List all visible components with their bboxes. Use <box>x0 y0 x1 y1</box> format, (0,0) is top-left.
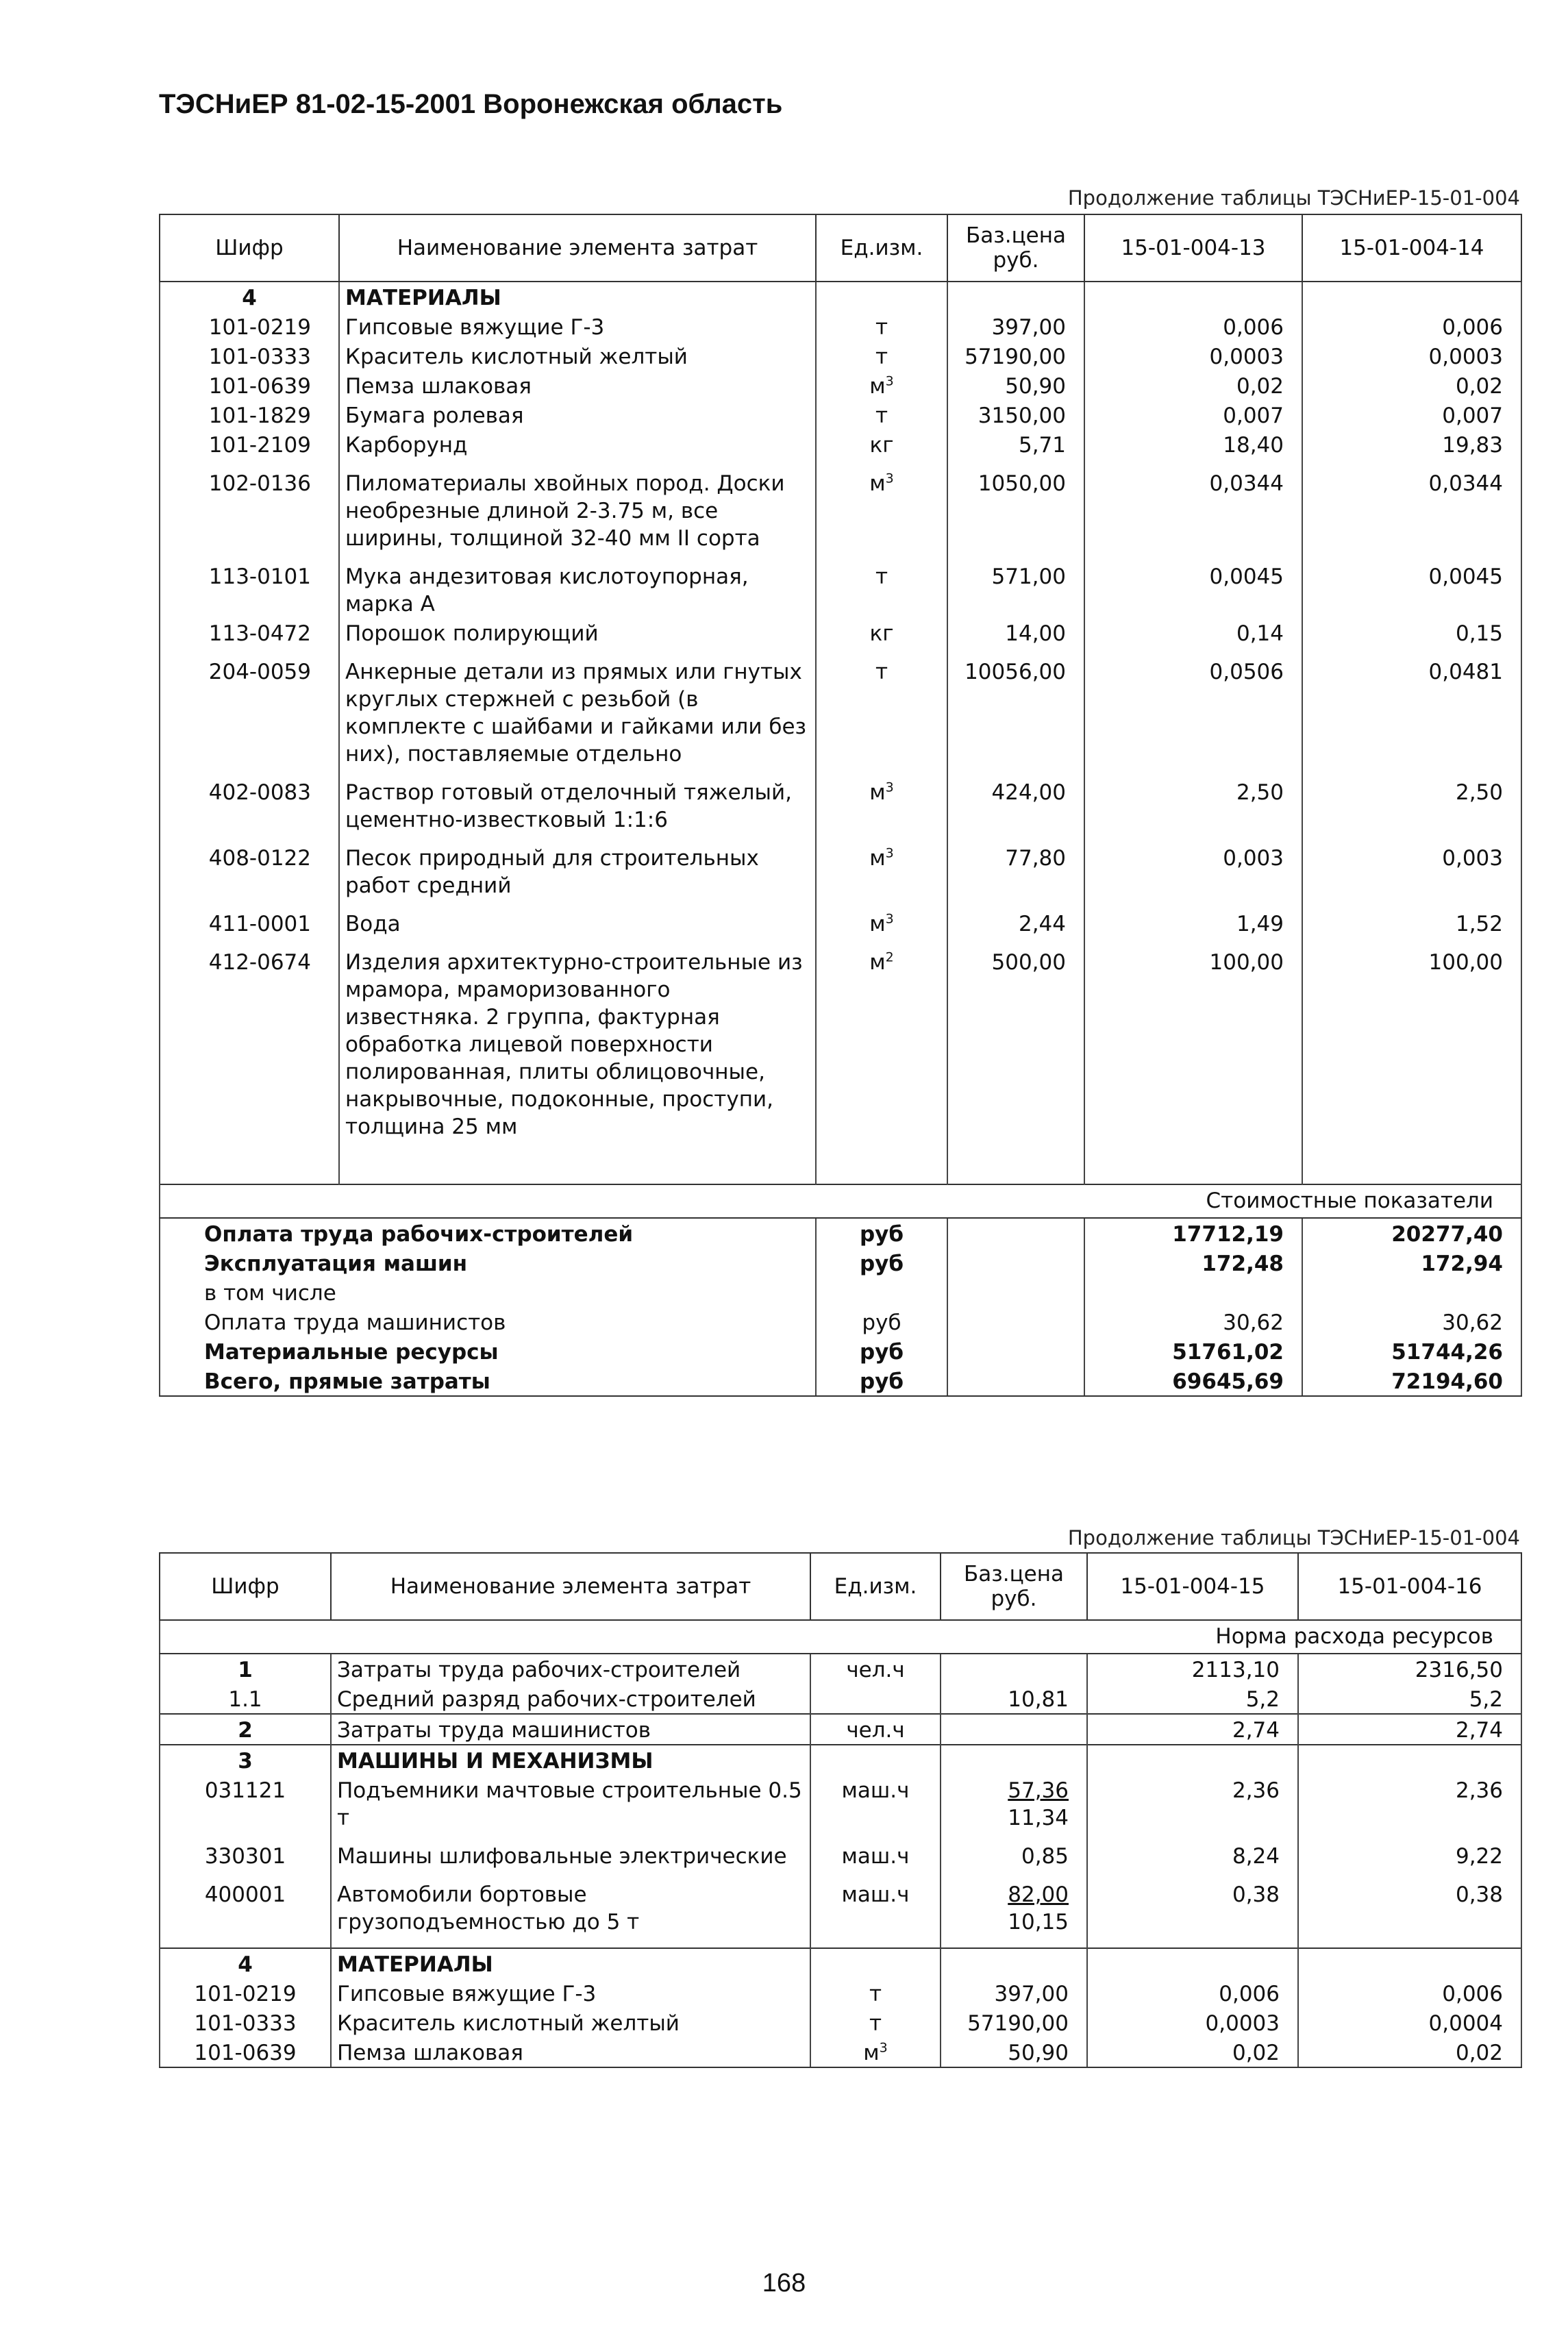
row-price <box>941 1870 1087 1936</box>
section-name: МАШИНЫ И МЕХАНИЗМЫ <box>331 1745 810 1775</box>
row-value-1: 100,00 <box>1084 938 1302 1141</box>
row-price: 57190,00 <box>941 2008 1087 2037</box>
row-code: 1.1 <box>160 1684 331 1714</box>
row-value-1: 2113,10 <box>1087 1654 1298 1684</box>
unit-text: т <box>869 1982 882 2006</box>
row-value-1: 0,007 <box>1084 400 1302 430</box>
header-col1: 15-01-004-13 <box>1084 214 1302 282</box>
row-name: Гипсовые вяжущие Г-3 <box>339 312 816 341</box>
row-value-1: 0,006 <box>1084 312 1302 341</box>
header-col1: 15-01-004-15 <box>1087 1553 1298 1620</box>
row-value-1: 0,02 <box>1087 2037 1298 2067</box>
row-value-2: 0,02 <box>1298 2037 1521 2067</box>
summary-unit <box>816 1278 947 1307</box>
row-value-1: 0,14 <box>1084 618 1302 647</box>
unit-text: кг <box>869 433 894 458</box>
unit-exponent: 3 <box>879 2040 888 2056</box>
row-name: Порошок полирующий <box>339 618 816 647</box>
table-row <box>160 768 1521 834</box>
summary-price <box>947 1366 1084 1396</box>
row-code: 101-0639 <box>160 2037 331 2067</box>
summary-label: Материальные ресурсы <box>160 1336 816 1366</box>
row-unit <box>816 341 947 371</box>
summary-row <box>160 1248 1521 1278</box>
header-unit: Ед.изм. <box>810 1553 941 1620</box>
summary-price <box>947 1336 1084 1366</box>
row-value-2: 0,02 <box>1302 371 1521 400</box>
row-value-1: 0,0344 <box>1084 459 1302 552</box>
row-unit <box>816 430 947 459</box>
summary-unit: руб <box>816 1307 947 1336</box>
section-row <box>160 282 1521 312</box>
table-row <box>160 341 1521 371</box>
material-row <box>160 2037 1521 2067</box>
price-machine: 82,00 <box>1008 1882 1069 1907</box>
row-value-2: 0,0344 <box>1302 459 1521 552</box>
machine-row <box>160 1775 1521 1832</box>
table1 <box>159 214 1522 1397</box>
price-machine: 0,85 <box>1021 1844 1069 1869</box>
table-spacer <box>160 1141 1521 1184</box>
row-value-1: 2,74 <box>1087 1714 1298 1745</box>
row-name: Пиломатериалы хвойных пород. Доски необрезные длиной 2-3.75 м, все ширины, толщиной 32-40 мм II сорта <box>339 459 816 552</box>
unit-exponent: 3 <box>885 471 894 486</box>
row-value-1: 0,38 <box>1087 1870 1298 1936</box>
row-value-2: 2316,50 <box>1298 1654 1521 1684</box>
row-value-2: 2,50 <box>1302 768 1521 834</box>
unit-exponent: 3 <box>885 845 894 861</box>
row-unit <box>810 1654 941 1684</box>
row-value-1: 0,0506 <box>1084 647 1302 768</box>
page-title: ТЭСНиЕР 81-02-15-2001 Воронежская область <box>159 89 783 119</box>
row-name: Изделия архитектурно-строительные из мрамора, мраморизованного известняка. 2 группа, фактурная обработка лицевой поверхности полированная, плиты облицовочные, накрывочные, подоконные, проступи, толщина 25 мм <box>339 938 816 1141</box>
row-price: 571,00 <box>947 552 1084 618</box>
machines-section-row <box>160 1745 1521 1775</box>
price-machine: 57,36 <box>1008 1778 1069 1803</box>
row-name: Краситель кислотный желтый <box>339 341 816 371</box>
row-code: 101-0219 <box>160 312 339 341</box>
summary-price <box>947 1307 1084 1336</box>
header-price: Баз.цена руб. <box>947 214 1084 282</box>
row-code: 101-0333 <box>160 2008 331 2037</box>
row-value-2: 9,22 <box>1298 1832 1521 1870</box>
row-price: 1050,00 <box>947 459 1084 552</box>
row-value-1: 0,0003 <box>1087 2008 1298 2037</box>
row-name: Автомобили бортовые грузоподъемностью до 5 т <box>331 1870 810 1936</box>
row-code: 400001 <box>160 1870 331 1936</box>
summary-value-2: 172,94 <box>1302 1248 1521 1278</box>
row-value-2: 2,74 <box>1298 1714 1521 1745</box>
row-name: Краситель кислотный желтый <box>331 2008 810 2037</box>
row-value-1: 0,006 <box>1087 1978 1298 2008</box>
unit-text: м <box>869 374 886 399</box>
row-unit <box>816 459 947 552</box>
unit-text: чел.ч <box>846 1718 905 1743</box>
row-unit <box>816 647 947 768</box>
row-code: 101-0219 <box>160 1978 331 2008</box>
row-code: 101-1829 <box>160 400 339 430</box>
row-value-2: 2,36 <box>1298 1775 1521 1832</box>
unit-text: м <box>869 846 886 871</box>
summary-value-2 <box>1302 1278 1521 1307</box>
summary-label: Всего, прямые затраты <box>160 1366 816 1396</box>
row-name: Подъемники мачтовые строительные 0.5 т <box>331 1775 810 1832</box>
cost-band-row <box>160 1184 1521 1218</box>
row-name: Затраты труда машинистов <box>331 1714 810 1745</box>
header-code: Шифр <box>160 214 339 282</box>
summary-value-2: 30,62 <box>1302 1307 1521 1336</box>
row-price: 77,80 <box>947 834 1084 899</box>
row-price: 57190,00 <box>947 341 1084 371</box>
row-value-2: 0,003 <box>1302 834 1521 899</box>
row-value-2: 5,2 <box>1298 1684 1521 1714</box>
row-value-1: 0,003 <box>1084 834 1302 899</box>
row-code: 102-0136 <box>160 459 339 552</box>
row-code: 101-0639 <box>160 371 339 400</box>
unit-text: маш.ч <box>841 1778 910 1803</box>
table-row <box>160 459 1521 552</box>
row-value-2: 0,0004 <box>1298 2008 1521 2037</box>
row-name: Мука андезитовая кислотоупорная, марка А <box>339 552 816 618</box>
row-code: 408-0122 <box>160 834 339 899</box>
summary-unit: руб <box>816 1218 947 1248</box>
row-code: 031121 <box>160 1775 331 1832</box>
row-name: Вода <box>339 899 816 938</box>
row-price <box>941 1714 1087 1745</box>
page-number: 168 <box>762 2269 806 2298</box>
row-price: 5,71 <box>947 430 1084 459</box>
unit-text: т <box>875 403 888 428</box>
row-value-2: 0,006 <box>1298 1978 1521 2008</box>
header-code: Шифр <box>160 1553 331 1620</box>
cost-band: Стоимостные показатели <box>160 1184 1521 1218</box>
labor-row <box>160 1684 1521 1714</box>
unit-text: м <box>869 950 886 975</box>
row-price: 50,90 <box>941 2037 1087 2067</box>
table-row <box>160 938 1521 1141</box>
material-row <box>160 1978 1521 2008</box>
row-name: Машины шлифовальные электрические <box>331 1832 810 1870</box>
summary-value-1: 30,62 <box>1084 1307 1302 1336</box>
row-code: 402-0083 <box>160 768 339 834</box>
summary-row <box>160 1366 1521 1396</box>
unit-text: кг <box>869 621 894 646</box>
row-price: 500,00 <box>947 938 1084 1141</box>
row-unit <box>810 2008 941 2037</box>
row-name: Песок природный для строительных работ средний <box>339 834 816 899</box>
row-name: Анкерные детали из прямых или гнутых круглых стержней с резьбой (в комплекте с шайбами и гайками или без них), поставляемые отдельно <box>339 647 816 768</box>
materials-section-row <box>160 1948 1521 1978</box>
table1-header-row <box>160 214 1521 282</box>
row-code: 101-2109 <box>160 430 339 459</box>
row-unit <box>810 1775 941 1832</box>
row-value-2: 0,38 <box>1298 1870 1521 1936</box>
row-value-1: 0,02 <box>1084 371 1302 400</box>
row-unit <box>810 1684 941 1714</box>
section-name: МАТЕРИАЛЫ <box>331 1948 810 1978</box>
row-unit <box>816 938 947 1141</box>
table-spacer <box>160 1936 1521 1948</box>
row-value-2: 0,006 <box>1302 312 1521 341</box>
summary-value-1: 172,48 <box>1084 1248 1302 1278</box>
row-unit <box>810 1714 941 1745</box>
row-unit <box>816 768 947 834</box>
norm-band: Норма расхода ресурсов <box>160 1620 1521 1654</box>
table2-continuation-caption: Продолжение таблицы ТЭСНиЕР-15-01-004 <box>1067 1526 1520 1549</box>
row-price: 14,00 <box>947 618 1084 647</box>
header-price: Баз.цена руб. <box>941 1553 1087 1620</box>
row-code: 113-0472 <box>160 618 339 647</box>
summary-value-2: 72194,60 <box>1302 1366 1521 1396</box>
row-value-2: 0,15 <box>1302 618 1521 647</box>
row-name: Пемза шлаковая <box>339 371 816 400</box>
unit-text: маш.ч <box>841 1844 910 1869</box>
row-name: Средний разряд рабочих-строителей <box>331 1684 810 1714</box>
summary-value-2: 20277,40 <box>1302 1218 1521 1248</box>
row-unit <box>810 1832 941 1870</box>
row-code: 1 <box>160 1654 331 1684</box>
row-value-1: 8,24 <box>1087 1832 1298 1870</box>
summary-value-1 <box>1084 1278 1302 1307</box>
row-code: 2 <box>160 1714 331 1745</box>
row-code: 101-0333 <box>160 341 339 371</box>
unit-text: т <box>875 345 888 369</box>
price-operator-wage: 11,34 <box>1008 1806 1069 1830</box>
row-price <box>941 1832 1087 1870</box>
row-name: Затраты труда рабочих-строителей <box>331 1654 810 1684</box>
row-code: 412-0674 <box>160 938 339 1141</box>
row-code: 204-0059 <box>160 647 339 768</box>
row-unit <box>816 552 947 618</box>
table2 <box>159 1552 1522 2068</box>
row-code: 113-0101 <box>160 552 339 618</box>
row-price: 397,00 <box>947 312 1084 341</box>
row-unit <box>816 400 947 430</box>
unit-exponent: 2 <box>885 949 894 965</box>
summary-label: Оплата труда рабочих-строителей <box>160 1218 816 1248</box>
header-name: Наименование элемента затрат <box>331 1553 810 1620</box>
row-price: 10056,00 <box>947 647 1084 768</box>
section-code: 4 <box>160 1948 331 1978</box>
row-unit <box>816 312 947 341</box>
unit-exponent: 3 <box>885 373 894 389</box>
row-unit <box>816 899 947 938</box>
row-value-1: 18,40 <box>1084 430 1302 459</box>
unit-text: м <box>869 780 886 805</box>
material-row <box>160 2008 1521 2037</box>
header-unit: Ед.изм. <box>816 214 947 282</box>
row-value-2: 0,0481 <box>1302 647 1521 768</box>
summary-label: Эксплуатация машин <box>160 1248 816 1278</box>
summary-label: в том числе <box>160 1278 816 1307</box>
price-operator-wage: 10,15 <box>1008 1910 1069 1934</box>
row-value-1: 5,2 <box>1087 1684 1298 1714</box>
row-name: Пемза шлаковая <box>331 2037 810 2067</box>
unit-text: чел.ч <box>846 1658 905 1682</box>
unit-text: м <box>869 912 886 936</box>
unit-text: м <box>869 471 886 496</box>
row-name: Бумага ролевая <box>339 400 816 430</box>
row-name: Карборунд <box>339 430 816 459</box>
row-code: 330301 <box>160 1832 331 1870</box>
summary-value-2: 51744,26 <box>1302 1336 1521 1366</box>
row-value-2: 19,83 <box>1302 430 1521 459</box>
unit-text: т <box>875 315 888 340</box>
row-price: 424,00 <box>947 768 1084 834</box>
summary-value-1: 69645,69 <box>1084 1366 1302 1396</box>
row-name: Гипсовые вяжущие Г-3 <box>331 1978 810 2008</box>
header-col2: 15-01-004-14 <box>1302 214 1521 282</box>
unit-text: т <box>875 564 888 589</box>
machine-row <box>160 1870 1521 1936</box>
row-unit <box>816 834 947 899</box>
row-code: 411-0001 <box>160 899 339 938</box>
row-name: Раствор готовый отделочный тяжелый, цементно-известковый 1:1:6 <box>339 768 816 834</box>
table-row <box>160 899 1521 938</box>
summary-unit: руб <box>816 1336 947 1366</box>
summary-unit: руб <box>816 1248 947 1278</box>
unit-text: маш.ч <box>841 1882 910 1907</box>
row-price: 3150,00 <box>947 400 1084 430</box>
row-value-2: 1,52 <box>1302 899 1521 938</box>
labor-row <box>160 1714 1521 1745</box>
unit-text: м <box>863 2041 880 2065</box>
section-code: 3 <box>160 1745 331 1775</box>
row-price: 397,00 <box>941 1978 1087 2008</box>
row-price <box>941 1654 1087 1684</box>
table-row <box>160 834 1521 899</box>
row-value-1: 2,36 <box>1087 1775 1298 1832</box>
unit-exponent: 3 <box>885 780 894 795</box>
row-price: 10,81 <box>941 1684 1087 1714</box>
table-row <box>160 618 1521 647</box>
row-unit <box>816 371 947 400</box>
row-unit <box>810 2037 941 2067</box>
summary-row <box>160 1336 1521 1366</box>
table-row <box>160 400 1521 430</box>
row-price: 50,90 <box>947 371 1084 400</box>
labor-row <box>160 1654 1521 1684</box>
table-row <box>160 371 1521 400</box>
summary-price <box>947 1248 1084 1278</box>
machine-row <box>160 1832 1521 1870</box>
row-value-2: 0,007 <box>1302 400 1521 430</box>
row-price: 2,44 <box>947 899 1084 938</box>
section-code: 4 <box>160 282 339 312</box>
row-unit <box>810 1978 941 2008</box>
unit-exponent: 3 <box>885 911 894 927</box>
summary-price <box>947 1218 1084 1248</box>
summary-label: Оплата труда машинистов <box>160 1307 816 1336</box>
row-value-2: 0,0003 <box>1302 341 1521 371</box>
row-value-1: 1,49 <box>1084 899 1302 938</box>
table-row <box>160 312 1521 341</box>
table1-continuation-caption: Продолжение таблицы ТЭСНиЕР-15-01-004 <box>1067 186 1520 210</box>
summary-price <box>947 1278 1084 1307</box>
table-row <box>160 430 1521 459</box>
table2-header-row <box>160 1553 1521 1620</box>
summary-value-1: 51761,02 <box>1084 1336 1302 1366</box>
row-value-2: 0,0045 <box>1302 552 1521 618</box>
table-row <box>160 552 1521 618</box>
summary-row <box>160 1307 1521 1336</box>
unit-text: т <box>875 660 888 684</box>
header-name: Наименование элемента затрат <box>339 214 816 282</box>
row-value-1: 0,0045 <box>1084 552 1302 618</box>
row-unit <box>816 618 947 647</box>
table-row <box>160 647 1521 768</box>
summary-row <box>160 1218 1521 1248</box>
summary-row <box>160 1278 1521 1307</box>
row-value-1: 2,50 <box>1084 768 1302 834</box>
norm-band-row <box>160 1620 1521 1654</box>
section-name: МАТЕРИАЛЫ <box>339 282 816 312</box>
unit-text: т <box>869 2011 882 2036</box>
summary-unit: руб <box>816 1366 947 1396</box>
row-value-2: 100,00 <box>1302 938 1521 1141</box>
row-value-1: 0,0003 <box>1084 341 1302 371</box>
row-unit <box>810 1870 941 1936</box>
summary-value-1: 17712,19 <box>1084 1218 1302 1248</box>
row-price <box>941 1775 1087 1832</box>
header-col2: 15-01-004-16 <box>1298 1553 1521 1620</box>
